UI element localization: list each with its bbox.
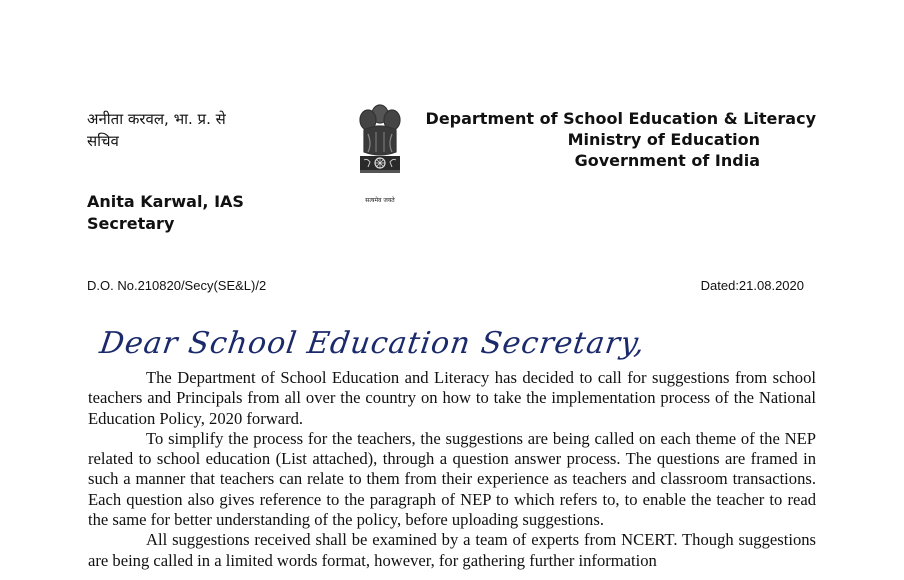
sender-hindi-name: अनीता करवल, भा. प्र. से [87, 110, 226, 128]
letter-body [88, 368, 816, 571]
department-name: Department of School Education & Literacy [425, 109, 816, 128]
ministry-name: Ministry of Education [567, 130, 760, 149]
body-paragraph-2: To simplify the process for the teachers, the suggestions are being called on each theme of the NEP related to school education (List attached), through a question answer process. The questions are framed in such a manner that teachers can relate to them from their experience as teachers and classroom transactions. Each question also gives reference to the paragraph of NEP to which refers to, to enable the teacher to read the same for better understanding of the policy, before uploading suggestions. [88, 428, 816, 530]
sender-title: Secretary [87, 214, 175, 233]
sender-name: Anita Karwal, IAS [87, 192, 244, 211]
handwritten-salutation: Dear School Education Secretary, [97, 326, 648, 361]
government-name: Government of India [574, 151, 760, 170]
do-number: D.O. No.210820/Secy(SE&L)/2 [87, 278, 267, 293]
national-emblem-icon [350, 100, 410, 204]
sender-hindi-title: सचिव [87, 132, 119, 150]
emblem-drawing [350, 100, 410, 192]
body-paragraph-3: All suggestions received shall be examined by a team of experts from NCERT. Though suggestions are being called in a limited words format, however, for gathering further information [88, 530, 816, 570]
emblem-motto: सत्यमेव जयते [365, 197, 395, 204]
letter-date: Dated:21.08.2020 [700, 278, 804, 293]
body-paragraph-1: The Department of School Education and Literacy has decided to call for suggestions from school teachers and Principals from all over the country on how to take the implementation process of the National Education Policy, 2020 forward. [88, 368, 816, 428]
